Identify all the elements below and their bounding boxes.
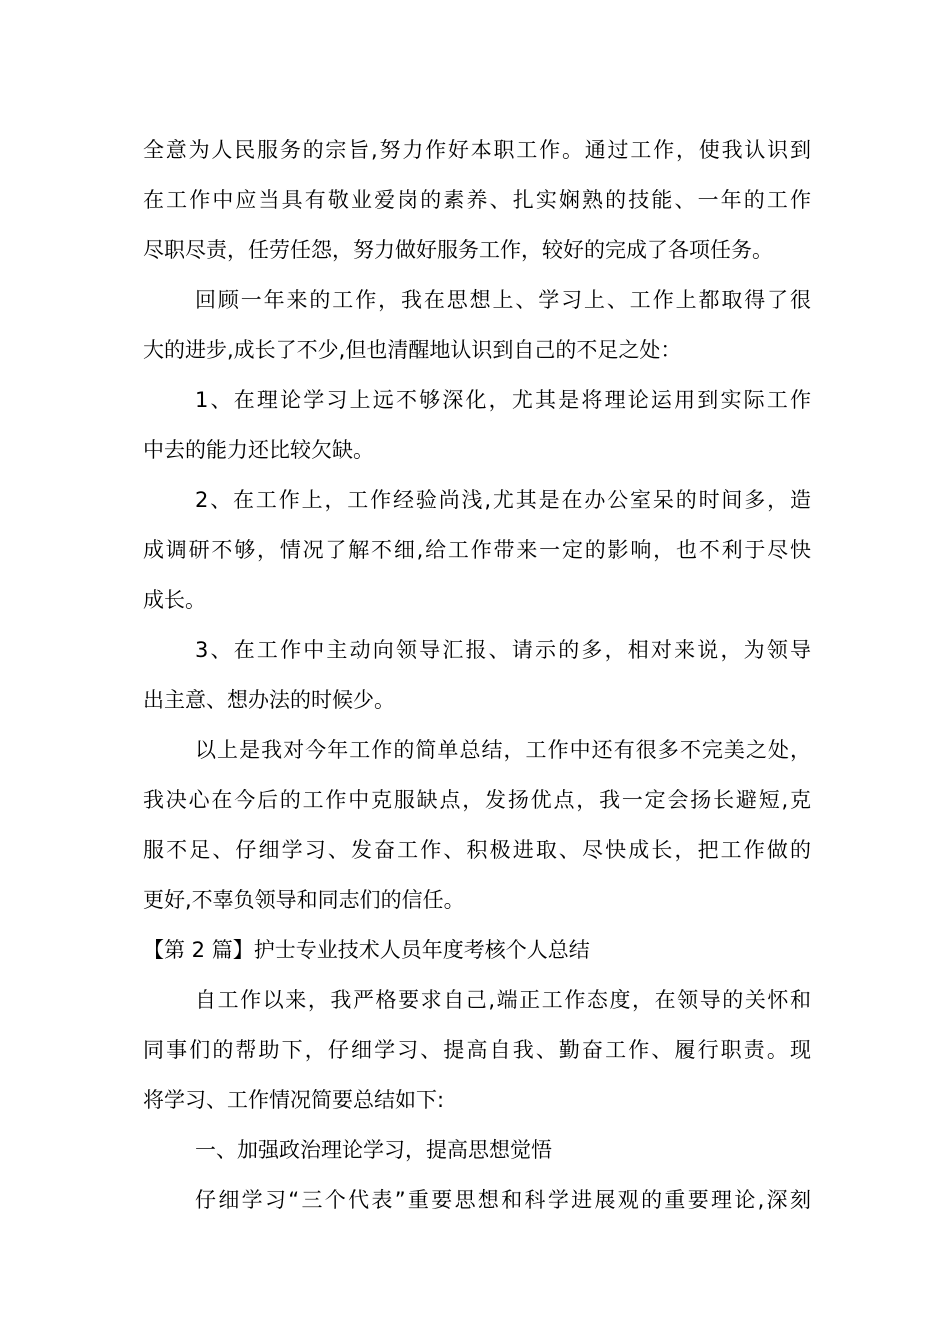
text-line: 大的进步,成长了不少,但也清醒地认识到自己的不足之处： (143, 338, 682, 362)
text-line: 自工作以来，我严格要求自己,端正工作态度，在领导的关怀和 (195, 988, 811, 1012)
text-line: 尽职尽责，任劳任怨，努力做好服务工作，较好的完成了各项任务。 (143, 238, 773, 262)
text-line: 在工作中应当具有敬业爱岗的素养、扎实娴熟的技能、一年的工作 (143, 188, 811, 212)
text-line: 一、加强政治理论学习，提高思想觉悟 (195, 1138, 552, 1162)
text-line: 中去的能力还比较欠缺。 (143, 438, 374, 462)
text-line: 将学习、工作情况简要总结如下: (143, 1088, 445, 1112)
text-line: 3、在工作中主动向领导汇报、请示的多，相对来说，为领导 (195, 638, 811, 662)
section-heading: 【第 2 篇】护士专业技术人员年度考核个人总结 (143, 938, 590, 962)
text-line: 全意为人民服务的宗旨,努力作好本职工作。通过工作，使我认识到 (143, 138, 811, 162)
text-line: 成调研不够，情况了解不细,给工作带来一定的影响，也不利于尽快 (143, 538, 811, 562)
text-line: 成长。 (143, 588, 206, 612)
text-line: 1、在理论学习上远不够深化，尤其是将理论运用到实际工作 (195, 388, 811, 412)
text-line: 仔细学习“三个代表”重要思想和科学进展观的重要理论,深刻 (195, 1188, 811, 1212)
text-line: 服不足、仔细学习、发奋工作、积极进取、尽快成长，把工作做的 (143, 838, 811, 862)
text-line: 出主意、想办法的时候少。 (143, 688, 395, 712)
text-line: 以上是我对今年工作的简单总结，工作中还有很多不完美之处， (195, 738, 811, 762)
text-line: 回顾一年来的工作，我在思想上、学习上、工作上都取得了很 (195, 288, 811, 312)
text-line: 更好,不辜负领导和同志们的信任。 (143, 888, 465, 912)
text-line: 我决心在今后的工作中克服缺点，发扬优点，我一定会扬长避短,克 (143, 788, 811, 812)
document-body (143, 125, 811, 1225)
text-line: 同事们的帮助下，仔细学习、提高自我、勤奋工作、履行职责。现 (143, 1038, 811, 1062)
text-line: 2、在工作上，工作经验尚浅,尤其是在办公室呆的时间多，造 (195, 488, 811, 512)
